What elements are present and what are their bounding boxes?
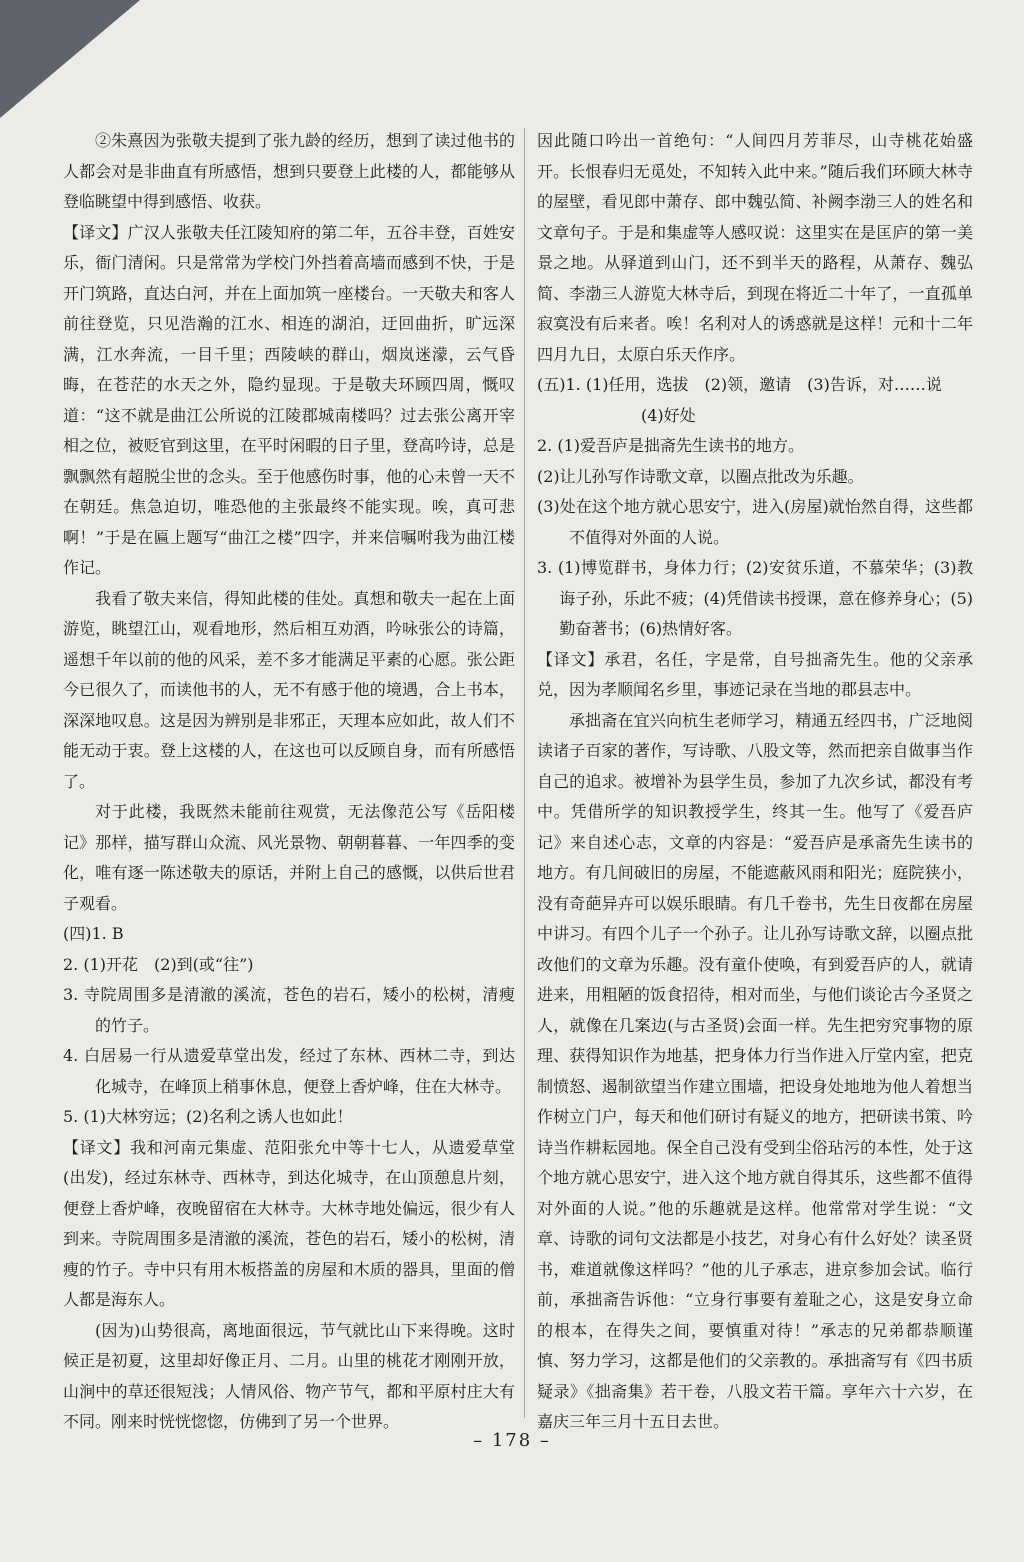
answer-item: (2)让儿孙写作诗歌文章，以圈点批改为乐趣。 (537, 466, 864, 486)
answer-item: 5. (1)大林穷远；(2)名利之诱人也如此！ (63, 1107, 353, 1126)
answer-item: 3. (1)博览群书，身体力行；(2)安贫乐道，不慕荣华；(3)教诲子孙，乐此不疲；(4)凭借读书授课，意在修养身心；(5)勤奋著书；(6)热情好客。 (537, 558, 973, 638)
page-corner-shadow (0, 0, 140, 118)
paragraph: 【译文】承君，名任，字是常，自号拙斋先生。他的父亲承兑，因为孝顺闻名乡里，事迹记录在当地的郡县志中。 (537, 649, 973, 699)
answer-item: 4. 白居易一行从遗爱草堂出发，经过了东林、西林二寺，到达化城寺，在峰顶上稍事休息，便登上香炉峰，住在大林寺。 (63, 1046, 515, 1096)
paragraph: 【译文】广汉人张敬夫任江陵知府的第二年，五谷丰登，百姓安乐，衙门清闲。只是常常为学校门外挡着高墙而感到不快，于是开门筑路，直达白河，并在上面加筑一座楼台。一天敬夫和客人前往登览，只见浩瀚的江水、相连的湖泊，迂回曲折，旷远深满，江水奔流，一目千里；西陵峡的群山，烟岚迷濛，云气昏晦，在苍茫的水天之外，隐约显现。于是敬夫环顾四周，慨叹道：“这不就是曲江公所说的江陵郡城南楼吗？过去张公离开宰相之位，被贬官到这里，在平时闲暇的日子里，登高吟诗，总是飘飘然有超脱尘世的念头。至于他感伤时事，他的心未曾一天不在朝廷。焦急迫切，唯恐他的主张最终不能实现。唉，真可悲啊！”于是在匾上题写“曲江之楼”四字，并来信嘱咐我为曲江楼作记。 (63, 222, 515, 577)
left-column (63, 126, 515, 1438)
answer-item: (4)好处 (641, 405, 696, 425)
answer-item: 2. (1)爱吾庐是拙斋先生读书的地方。 (537, 436, 805, 455)
paragraph: 我看了敬夫来信，得知此楼的佳处。真想和敬夫一起在上面游览，眺望江山，观看地形，然后相互劝酒，吟咏张公的诗篇，遥想千年以前的他的风采，差不多才能满足平素的心愿。张公距今已很久了，而读他书的人，无不有感于他的境遇，合上书本，深深地叹息。这是因为辨别是非邪正，天理本应如此，故人们不能无动于衷。登上这楼的人，在这也可以反顾自身，而有所感悟了。 (63, 588, 515, 791)
answer-item: (四)1. B (63, 924, 124, 943)
right-column (537, 126, 973, 1438)
page-number: – 178 – (473, 1430, 551, 1451)
paragraph: 因此随口吟出一首绝句：“人间四月芳菲尽，山寺桃花始盛开。长恨春归无觅处，不知转入此中来。”随后我们环顾大林寺的屋壁，看见郎中萧存、郎中魏弘简、补阙李渤三人的姓名和文章句子。于是和集虚等人感叹说：这里实在是匡庐的第一美景之地。从驿道到山门，还不到半天的路程，从萧存、魏弘简、李渤三人游览大林寺后，到现在将近二十年了，一直孤单寂寞没有后来者。唉！名利对人的诱惑就是这样！元和十二年四月九日，太原白乐天作序。 (537, 131, 973, 364)
paragraph: ②朱熹因为张敬夫提到了张九龄的经历，想到了读过他书的人都会对是非曲直有所感悟，想到只要登上此楼的人，都能够从登临眺望中得到感悟、收获。 (63, 131, 515, 211)
answer-item: 2. (1)开花 (2)到(或“往”) (63, 954, 254, 974)
answer-item: (3)处在这个地方就心思安宁，进入(房屋)就怡然自得，这些都不值得对外面的人说。 (537, 497, 973, 547)
paragraph: 【译文】我和河南元集虚、范阳张允中等十七人，从遗爱草堂(出发)，经过东林寺、西林寺，到达化城寺，在山顶憩息片刻，便登上香炉峰，夜晚留宿在大林寺。大林寺地处偏远，很少有人到来。寺院周围多是清澈的溪流，苍色的岩石，矮小的松树，清瘦的竹子。寺中只有用木板搭盖的房屋和木质的器具，里面的僧人都是海东人。 (63, 1137, 515, 1309)
paragraph: 承拙斋在宜兴向杭生老师学习，精通五经四书，广泛地阅读诸子百家的著作，写诗歌、八股文等，然而把亲自做事当作自己的追求。被增补为县学生员，参加了九次乡试，都没有考中。凭借所学的知识教授学生，终其一生。他写了《爱吾庐记》来自述心志，文章的内容是：“爱吾庐是承斋先生读书的地方。有几间破旧的房屋，不能遮蔽风雨和阳光；庭院狭小，没有奇葩异卉可以娱乐眼睛。有几千卷书，先生日夜都在房屋中讲习。有四个儿子一个孙子。让儿孙写诗歌文辞，以圈点批改他们的文章为乐趣。没有童仆使唤，有到爱吾庐的人，就请进来，用粗陋的饭食招待，相对而坐，与他们谈论古今圣贤之人，就像在几案边(与古圣贤)会面一样。先生把穷究事物的原理、获得知识作为地基，把身体力行当作进入厅堂内室，把克制愤怒、遏制欲望当作建立围墙，把设身处地地为他人着想当作树立门户，每天和他们研讨有疑义的地方，把研读书策、吟诗当作耕耘园地。保全自己没有受到尘俗玷污的本性，处于这个地方就心思安宁，进入这个地方就自得其乐，这些都不值得对外面的人说。”他的乐趣就是这样。他常常对学生说：“文章、诗歌的词句文法都是小技艺，对身心有什么好处？读圣贤书，难道就像这样吗？”他的儿子承志，进京参加会试。临行前，承拙斋告诉他：“立身行事要有羞耻之心，这是安身立命的根本，在得失之间，要慎重对待！”承志的兄弟都恭顺谨慎、努力学习，这都是他们的父亲教的。承拙斋写有《四书质疑录》《拙斋集》若干卷，八股文若干篇。享年六十六岁，在嘉庆三年三月十五日去世。 (537, 710, 973, 1431)
paragraph: 对于此楼，我既然未能前往观赏，无法像范公写《岳阳楼记》那样，描写群山众流、风光景物、朝朝暮暮、一年四季的变化，唯有逐一陈述敬夫的原话，并附上自己的感慨，以供后世君子观看。 (63, 802, 515, 913)
answer-item: 3. 寺院周围多是清澈的溪流，苍色的岩石，矮小的松树，清瘦的竹子。 (63, 985, 515, 1035)
answer-item: (五)1. (1)任用，选拔 (2)领，邀请 (3)告诉，对……说 (537, 375, 942, 394)
column-divider (524, 128, 525, 1418)
paragraph: (因为)山势很高，离地面很远，节气就比山下来得晚。这时候正是初夏，这里却好像正月、二月。山里的桃花才刚刚开放，山涧中的草还很短浅；人情风俗、物产节气，都和平原村庄大有不同。刚来时恍恍惚惚，仿佛到了另一个世界。 (63, 1320, 515, 1431)
